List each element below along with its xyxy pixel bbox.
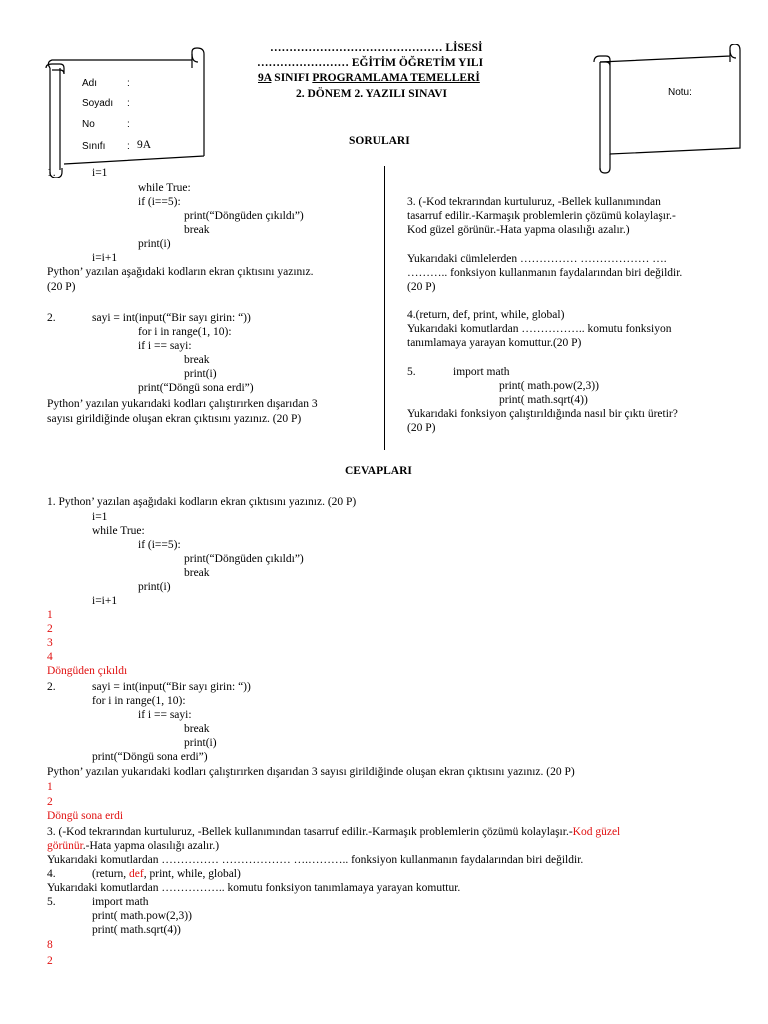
q3-text: ……….. fonksiyon kullanmanın faydalarından biri değildir. [407, 267, 683, 279]
surname-label: Soyadı [82, 98, 114, 109]
q3-text: 3. (-Kod tekrarından kurtuluruz, -Bellek kullanımından [407, 196, 661, 208]
q4-text: tanımlamaya yarayan komuttur.(20 P) [407, 337, 582, 349]
name-colon: : [127, 78, 130, 89]
a1-answer-line: 3 [47, 637, 53, 649]
name-label: Adı [82, 78, 98, 89]
q5-code-line: import math [453, 366, 510, 378]
a1-code-line: while True: [92, 525, 145, 537]
a1-code-line: print(“Döngüden çıkıldı”) [184, 553, 304, 565]
a4-text-part: (return, [92, 868, 130, 880]
q1-code-line: if (i==5): [138, 196, 181, 208]
q3-text: tasarruf edilir.-Karmaşık problemlerin çözümü kolaylaşır.- [407, 210, 676, 222]
q2-code-line: for i in range(1, 10): [138, 326, 232, 338]
a3-text-part: .-Hata yapma olasılığı azalır.) [82, 840, 220, 852]
a4-options [92, 868, 241, 880]
q2-code-line: break [184, 354, 210, 366]
q2-question: Python’ yazılan yukarıdaki kodları çalıştırırken dışarıdan 3 [47, 398, 318, 410]
a1-answer-line: 1 [47, 609, 53, 621]
year-line: …………………… EĞİTİM ÖĞRETİM YILI [257, 57, 484, 69]
a2-code-line: print(i) [184, 737, 217, 749]
a3-text [47, 825, 727, 853]
course-name: PROGRAMLAMA TEMELLERİ [312, 72, 480, 84]
q3-text: Kod güzel görünür.-Hata yapma olasılığı azalır.) [407, 224, 630, 236]
a4-number: 4. [47, 868, 56, 880]
a5-code-line: import math [92, 896, 149, 908]
class-value: 9A [137, 139, 152, 151]
a1-code-line: print(i) [138, 581, 171, 593]
a3-answer: Kod güzel [572, 826, 621, 838]
q4-text: 4.(return, def, print, while, global) [407, 309, 565, 321]
a1-answer-line: Döngüden çıkıldı [47, 665, 128, 677]
a5-code-line: print( math.pow(2,3)) [92, 910, 192, 922]
q1-question: Python’ yazılan aşağıdaki kodların ekran çıktısını yazınız. [47, 266, 314, 278]
a2-code-line: sayi = int(input(“Bir sayı girin: “)) [92, 681, 251, 693]
class-label: Sınıfı [82, 141, 106, 152]
q1-code-line: print(i) [138, 238, 171, 250]
a4-text-part: , print, while, global) [143, 868, 241, 880]
school-line: ……………………………………… LİSESİ [270, 42, 483, 54]
class-colon: : [127, 141, 130, 152]
a1-code-line: break [184, 567, 210, 579]
a3-text: Yukarıdaki komutlardan …………… ……………… ….……….. fonksiyon kullanmanın faydalarından biri değildir. [47, 854, 584, 866]
a4-text: Yukarıdaki komutlardan …………….. komutu fonksiyon tanımlamaya yarayan komuttur. [47, 882, 461, 894]
q2-question: sayısı girildiğinde oluşan ekran çıktısını yazınız. (20 P) [47, 413, 302, 425]
a1-question: 1. Python’ yazılan aşağıdaki kodların ekran çıktısını yazınız. (20 P) [47, 496, 357, 508]
a2-answer-line: 2 [47, 796, 53, 808]
class-word: SINIFI [271, 72, 313, 84]
q1-code-line: break [184, 224, 210, 236]
q2-code-line: print(“Döngü sona erdi”) [138, 382, 254, 394]
q5-question: Yukarıdaki fonksiyon çalıştırıldığında nasıl bir çıktı üretir? [407, 408, 678, 420]
q2-code-line: sayi = int(input(“Bir sayı girin: “)) [92, 312, 251, 324]
a2-code-line: if i == sayi: [138, 709, 192, 721]
answers-title: CEVAPLARI [345, 465, 412, 477]
a2-answer-line: 1 [47, 781, 53, 793]
student-scroll-frame [42, 46, 208, 178]
column-divider [384, 166, 385, 450]
a1-answer-line: 4 [47, 651, 53, 663]
q2-code-line: if i == sayi: [138, 340, 192, 352]
a1-code-line: if (i==5): [138, 539, 181, 551]
q4-text: Yukarıdaki komutlardan …………….. komutu fonksiyon [407, 323, 672, 335]
a5-number: 5. [47, 896, 56, 908]
questions-title: SORULARI [349, 135, 410, 147]
q2-code-line: print(i) [184, 368, 217, 380]
q1-code-line: i=1 [92, 167, 108, 179]
a1-code-line: i=1 [92, 511, 108, 523]
q1-code-line: i=i+1 [92, 252, 118, 264]
surname-colon: : [127, 98, 130, 109]
q1-number: 1. [47, 167, 56, 179]
a2-number: 2. [47, 681, 56, 693]
number-colon: : [127, 119, 130, 130]
q3-points: (20 P) [407, 281, 436, 293]
a2-question: Python’ yazılan yukarıdaki kodları çalıştırırken dışarıdan 3 sayısı girildiğinde oluşan ekran çıktısını yazınız. (20 P) [47, 766, 575, 778]
class-course-line [258, 72, 480, 84]
a2-code-line: break [184, 723, 210, 735]
a4-answer: def [129, 868, 144, 880]
grade-scroll-frame [590, 44, 742, 174]
a1-code-line: i=i+1 [92, 595, 118, 607]
q1-code-line: print(“Döngüden çıkıldı”) [184, 210, 304, 222]
grade-label: Notu: [668, 87, 692, 98]
a5-answer-line: 8 [47, 939, 53, 951]
class-code: 9A [258, 72, 272, 84]
q3-text: Yukarıdaki cümlelerden …………… ……………… …. [407, 253, 667, 265]
number-label: No [82, 119, 95, 130]
a2-answer-line: Döngü sona erdi [47, 810, 124, 822]
q5-points: (20 P) [407, 422, 436, 434]
a5-code-line: print( math.sqrt(4)) [92, 924, 181, 936]
a1-answer-line: 2 [47, 623, 53, 635]
a2-code-line: for i in range(1, 10): [92, 695, 186, 707]
q5-number: 5. [407, 366, 416, 378]
q2-number: 2. [47, 312, 56, 324]
a5-answer-line: 2 [47, 955, 53, 967]
q5-code-line: print( math.sqrt(4)) [499, 394, 588, 406]
a3-text-part: 3. (-Kod tekrarından kurtuluruz, -Bellek kullanımından tasarruf edilir.-Karmaşık problemlerin çözümü kolaylaşır.- [47, 826, 573, 838]
exam-title: 2. DÖNEM 2. YAZILI SINAVI [296, 88, 448, 100]
q1-code-line: while True: [138, 182, 191, 194]
a2-code-line: print(“Döngü sona erdi”) [92, 751, 208, 763]
a3-answer: görünür [47, 840, 83, 852]
q5-code-line: print( math.pow(2,3)) [499, 380, 599, 392]
q1-points: (20 P) [47, 281, 76, 293]
